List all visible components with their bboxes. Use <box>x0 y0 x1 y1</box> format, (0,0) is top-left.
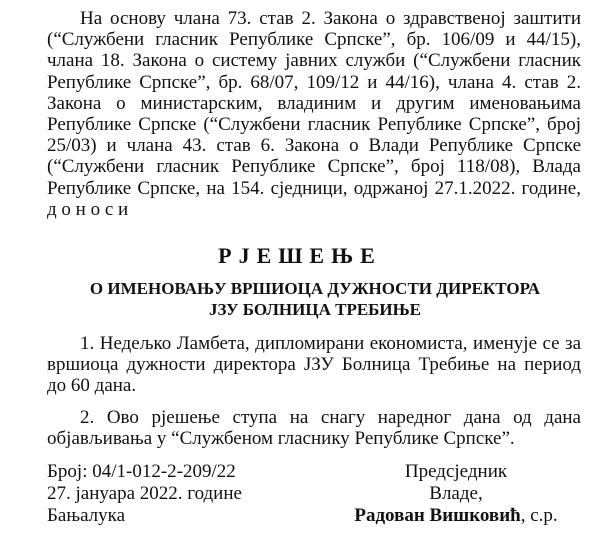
signer-line <box>330 505 582 527</box>
document-place: Бањалука <box>47 505 126 526</box>
subtitle-line-2: ЈЗУ БОЛНИЦА ТРЕБИЊЕ <box>208 300 422 319</box>
signer-name: Радован Вишковић <box>354 505 521 526</box>
document-number: Број: 04/1-012-2-209/22 <box>47 461 236 482</box>
document-reference-block <box>47 461 242 527</box>
signer-suffix: , с.р. <box>520 505 558 526</box>
document-title: РЈЕШЕЊЕ <box>218 243 382 268</box>
article-item-2: 2. Ово рјешење ступа на снагу наредног дана од дана објављивања у “Службеном гласнику Републике Српске”. <box>47 407 581 450</box>
subtitle-line-1: О ИМЕНОВАЊУ ВРШИОЦА ДУЖНОСТИ ДИРЕКТОРА <box>89 279 541 298</box>
signature-block <box>330 461 582 527</box>
document-subtitle <box>48 278 582 320</box>
article-item-1: 1. Недељко Ламбета, дипломирани економиста, именује се за вршиоца дужности директора ЈЗУ Болница Требиње на период до 60 дана. <box>47 333 581 397</box>
signer-position-line-2: Владе, <box>429 483 483 504</box>
signer-position-line-1: Предсједник <box>404 461 508 482</box>
document-date: 27. јануара 2022. године <box>47 483 242 504</box>
preamble-paragraph: На основу члана 73. став 2. Закона о здравственој заштити (“Службени гласник Републике Српске”, бр. 106/09 и 44/15), члана 18. Закона о систему јавних служби (“Службени гласник Републике Српске”, бр. 68/07, 109/12 и 44/16), члана 4. став 2. Закона о министарским, владиним и другим именовањима Републике Српске (“Службени гласник Републике Српске”, број 25/03) и члана 43. став 6. Закона о Влади Републике Српске (“Службени гласник Републике Српске”, број 118/08), Влада Републике Српске, на 154. сједници, одржаној 27.1.2022. године, д о н о с и <box>47 8 581 220</box>
